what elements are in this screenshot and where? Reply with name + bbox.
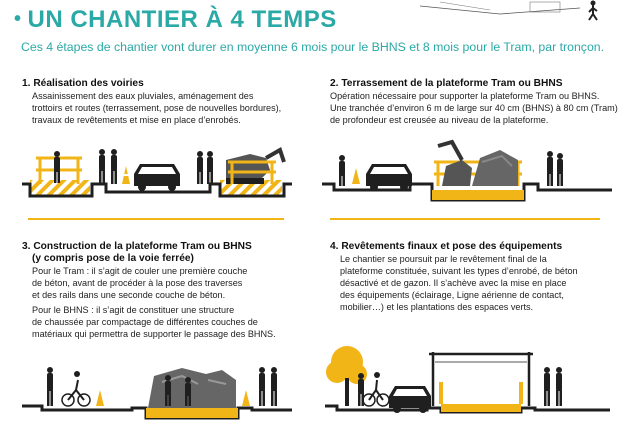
step-3-line: Pour le BHNS : il s’agit de constituer une structure xyxy=(32,305,235,315)
step-4-line: Le chantier se poursuit par le revêtement final de la xyxy=(340,254,547,264)
car-icon xyxy=(366,164,412,191)
traffic-cone-icon xyxy=(352,168,360,184)
step-3 xyxy=(22,241,317,340)
page-title-text: UN CHANTIER À 4 TEMPS xyxy=(27,6,337,33)
step-2-line: Opération nécessaire pour supporter la plateforme Tram ou BHNS. xyxy=(330,91,600,101)
pedestrian-icon xyxy=(544,367,562,406)
cyclist-icon xyxy=(62,371,90,406)
pedestrian-icon xyxy=(259,367,277,406)
platform-layer xyxy=(441,404,521,412)
catenary-pole-icon xyxy=(429,352,533,406)
page-title xyxy=(14,6,337,34)
pedestrian-icon xyxy=(47,367,53,406)
step-3-title: 3. Construction de la plateforme Tram ou BHNS xyxy=(22,241,252,252)
cyclist-icon xyxy=(363,372,389,406)
traffic-cone-icon xyxy=(96,390,104,406)
lamp-icon xyxy=(439,382,523,404)
rock-pile-icon xyxy=(148,368,236,408)
step-1-line: trottoirs et routes (terrassement, pose de nouvelles bordures), xyxy=(32,103,282,113)
step-4-line: désactivé et de gazon. Il s’achève avec la mise en place xyxy=(340,278,567,288)
step-3-line: de chaussée par compactage de différentes couches de xyxy=(32,317,258,327)
step-2-line: Une tranchée d’environ 6 m de large sur 40 cm (BHNS) à 80 cm (Tram) xyxy=(330,103,618,113)
step-2-line: de profondeur est creusée au niveau de la plateforme. xyxy=(330,115,549,125)
worker-icon xyxy=(54,151,60,183)
traffic-cone-icon xyxy=(122,166,130,184)
step-3-line: matériaux qui permettra de supporter le passage des BHNS. xyxy=(32,329,276,339)
page-subtitle: Ces 4 étapes de chantier vont durer en moyenne 6 mois pour le BHNS et 8 mois pour le Tram, par tronçon. xyxy=(21,40,605,54)
step-4 xyxy=(330,241,621,313)
pedestrian-icon xyxy=(547,151,563,186)
pedestrian-icon xyxy=(589,1,597,21)
step-3-line: Pour le Tram : il s’agit de couler une première couche xyxy=(32,266,248,276)
trench-fill xyxy=(432,190,524,200)
platform-layer xyxy=(146,408,238,418)
step-4-title: 4. Revêtements finaux et pose des équipements xyxy=(330,241,563,252)
traffic-cone-icon xyxy=(242,390,250,406)
car-icon xyxy=(134,164,180,191)
step-3-line: et des rails dans une seconde couche de béton. xyxy=(32,290,226,300)
pedestrian-icon xyxy=(339,155,345,186)
pedestrian-icon xyxy=(197,151,213,184)
decorative-sketch xyxy=(380,0,621,22)
step-1-title: 1. Réalisation des voiries xyxy=(22,78,144,89)
step-2-title: 2. Terrassement de la plateforme Tram ou BHNS xyxy=(330,78,563,89)
step-1-line: Assainissement des eaux pluviales, aménagement des xyxy=(32,91,254,101)
step-4-line: des équipements (éclairage, Ligne aérienne de contact, xyxy=(340,290,564,300)
bullet-icon: • xyxy=(14,8,22,30)
step-3-illustration xyxy=(22,358,292,422)
step-2 xyxy=(330,78,621,126)
excavator-icon xyxy=(438,142,518,186)
step-3-line: de béton, avant de procéder à la pose des traverses xyxy=(32,278,243,288)
excavator-icon xyxy=(226,150,284,184)
step-1 xyxy=(22,78,312,126)
step-1-line: travaux de revêtements et mise en place d’enrobés. xyxy=(32,115,241,125)
step-3-subtitle: (y compris pose de la voie ferrée) xyxy=(32,253,194,264)
separator-line xyxy=(28,218,284,220)
step-4-illustration xyxy=(325,340,610,422)
step-1-illustration xyxy=(22,140,292,206)
separator-line xyxy=(330,218,600,220)
step-4-line: plateforme constituée, suivant les types d’enrobé, de béton xyxy=(340,266,578,276)
step-2-illustration xyxy=(322,138,612,206)
pedestrian-icon xyxy=(99,149,117,184)
step-4-line: mobilier…) et les plantations des espaces verts. xyxy=(340,302,534,312)
